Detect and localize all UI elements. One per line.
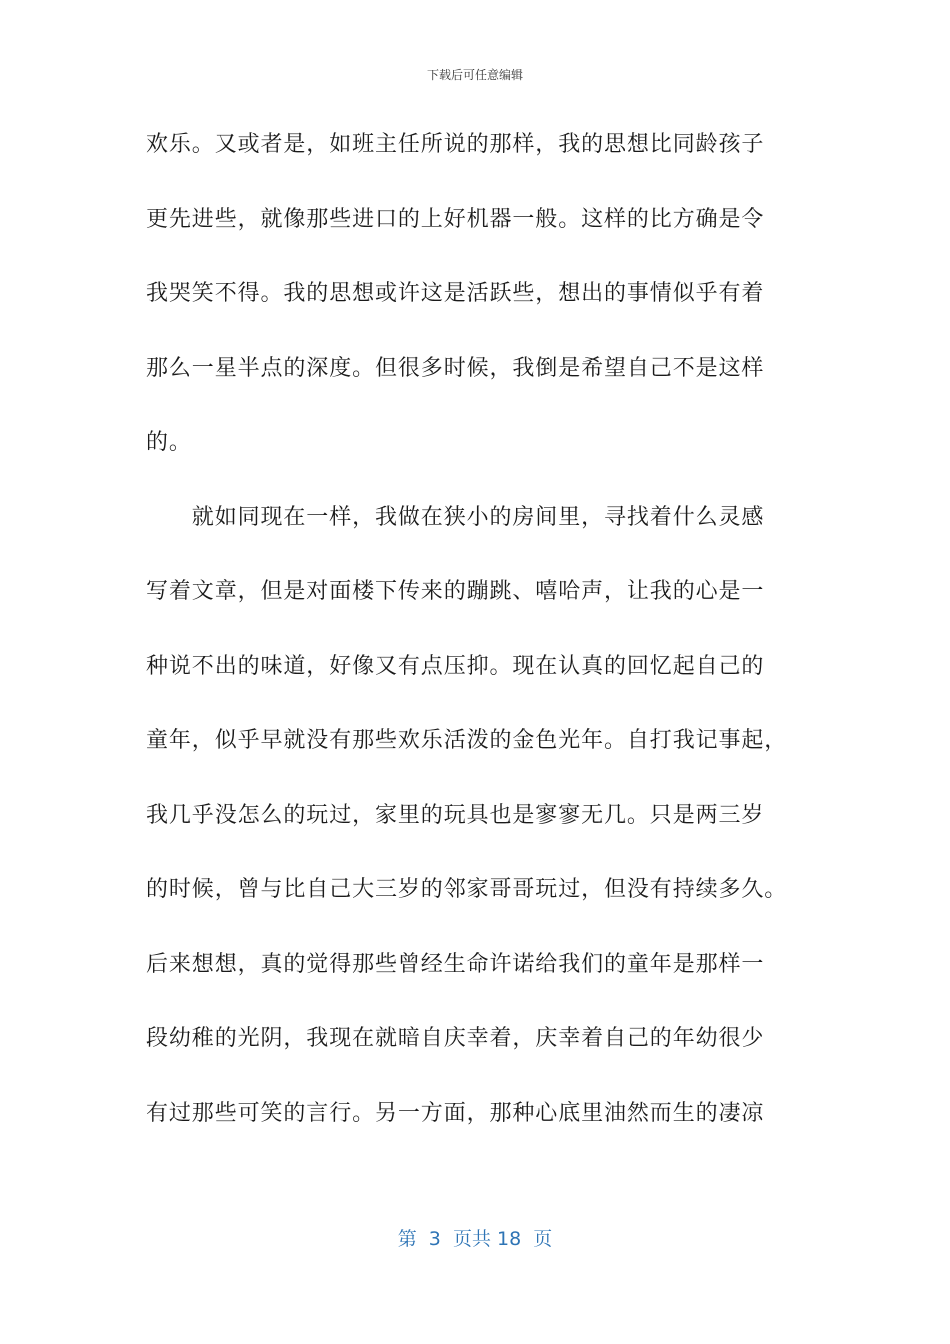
text-line: 就如同现在一样，我做在狭小的房间里，寻找着什么灵感 (146, 504, 765, 530)
text-line: 的。 (146, 430, 192, 455)
text-line: 段幼稚的光阴，我现在就暗自庆幸着，庆幸着自己的年幼很少 (146, 1026, 765, 1051)
page-number-footer: 第 3 页共 18 页 (397, 1228, 553, 1250)
body-text (146, 122, 806, 1165)
text-line: 种说不出的味道，好像又有点压抑。现在认真的回忆起自己的 (146, 653, 765, 679)
text-line: 后来想想，真的觉得那些曾经生命许诺给我们的童年是那样一 (146, 951, 765, 977)
text-line: 有过那些可笑的言行。另一方面，那种心底里油然而生的凄凉 (146, 1100, 765, 1126)
text-line: 更先进些，就像那些进口的上好机器一般。这样的比方确是令 (146, 206, 765, 232)
text-line: 的时候，曾与比自己大三岁的邻家哥哥玩过，但没有持续多久。 (146, 877, 788, 902)
text-line: 那么一星半点的深度。但很多时候，我倒是希望自己不是这样 (146, 355, 765, 381)
text-line: 写着文章，但是对面楼下传来的蹦跳、嘻哈声，让我的心是一 (146, 579, 765, 604)
text-line: 欢乐。又或者是，如班主任所说的那样，我的思想比同龄孩子 (146, 132, 765, 157)
text-line: 我几乎没怎么的玩过，家里的玩具也是寥寥无几。只是两三岁 (146, 802, 765, 828)
text-line: 童年，似乎早就没有那些欢乐活泼的金色光年。自打我记事起， (146, 728, 788, 753)
text-line: 我哭笑不得。我的思想或许这是活跃些，想出的事情似乎有着 (146, 281, 765, 306)
page-header: 下载后可任意编辑 (426, 68, 523, 82)
